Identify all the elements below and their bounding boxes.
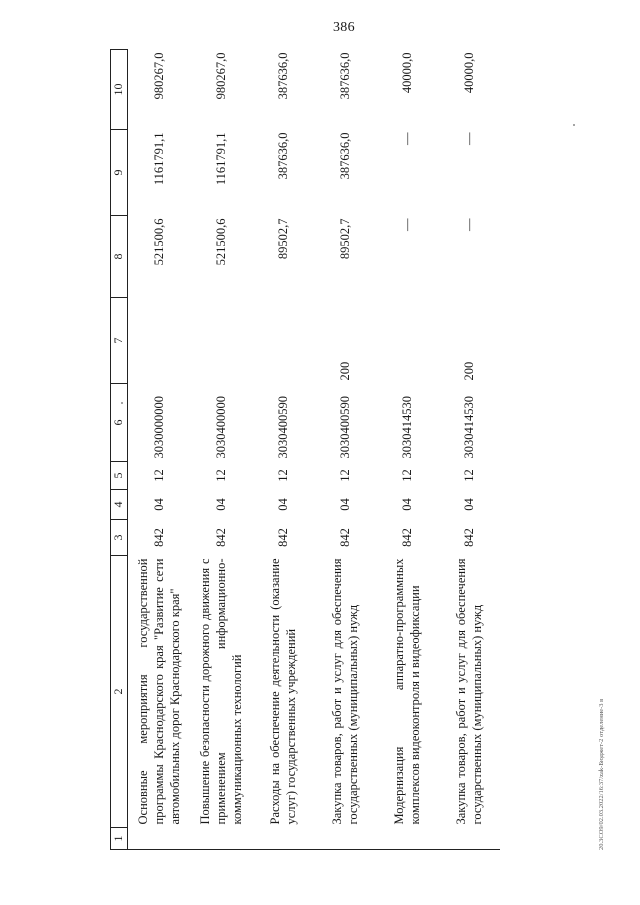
item-name-cell: Повышение безопасности дорожного движения с применением информационно-коммуникационных технологий [198, 558, 244, 825]
table-row [376, 50, 438, 850]
header-cell-8: 8 [111, 216, 128, 298]
header-cell-7: 7 [111, 298, 128, 384]
ministry-code-cell: 842 [338, 528, 352, 547]
table-row [128, 50, 191, 850]
row-number-cell [314, 828, 376, 850]
amount-cell-3: 387636,0 [338, 52, 352, 100]
section-code-cell: 04 [214, 498, 228, 511]
table-row [252, 50, 314, 850]
amount-cell-1: 521500,6 [152, 218, 166, 266]
header-cell-5: 5 [111, 462, 128, 490]
target-article-cell: 3030400590 [276, 396, 290, 459]
ministry-code-cell: 842 [214, 528, 228, 547]
header-cell-6: 6 [111, 384, 128, 462]
subsection-code-cell: 12 [338, 469, 352, 482]
ministry-code-cell: 842 [276, 528, 290, 547]
header-cell-9: 9 [111, 130, 128, 216]
row-number-cell [438, 828, 500, 850]
rotated-table-container [110, 50, 604, 850]
target-article-cell: 3030414530 [462, 396, 476, 459]
expense-type-cell [190, 298, 252, 384]
table-row [314, 50, 376, 850]
expense-type-cell: 200 [462, 361, 476, 381]
item-name-cell: Модернизация аппаратно-программных комплексов видеоконтроля и видеофиксации [392, 558, 422, 825]
amount-cell-3: 387636,0 [276, 52, 290, 100]
table-header-row [111, 50, 128, 850]
page-number: 386 [333, 20, 355, 35]
header-cell-4: 4 [111, 490, 128, 520]
expense-type-cell [252, 298, 314, 384]
ministry-code-cell: 842 [462, 528, 476, 547]
amount-cell-3: 40000,0 [400, 52, 414, 94]
table-row [438, 50, 500, 850]
footer-stamp: 20.3СО9/02.03.2022/16:37/zak-Бюджет-2 отделение-3 в [598, 698, 605, 850]
amount-cell-3: 40000,0 [462, 52, 476, 94]
row-number-cell [128, 828, 191, 850]
item-name-cell: Расходы на обеспечение деятельности (оказание услуг) государственных учреждений [268, 558, 298, 825]
row-number-cell [252, 828, 314, 850]
subsection-code-cell: 12 [152, 469, 166, 482]
target-article-cell: 3030400000 [214, 396, 228, 459]
header-cell-10: 10 [111, 50, 128, 130]
section-code-cell: 04 [462, 498, 476, 511]
item-name-cell: Закупка товаров, работ и услуг для обеспечения государственных (муниципальных) нужд [454, 558, 484, 825]
header-cell-1: 1 [111, 828, 128, 850]
section-code-cell: 04 [338, 498, 352, 511]
expense-type-cell [376, 298, 438, 384]
subsection-code-cell: 12 [214, 469, 228, 482]
expense-type-cell: 200 [338, 361, 352, 381]
target-article-cell: 3030000000 [152, 396, 166, 459]
subsection-code-cell: 12 [276, 469, 290, 482]
amount-cell-1: 89502,7 [276, 218, 290, 260]
amount-cell-1: 89502,7 [338, 218, 352, 260]
header-cell-2: 2 [111, 556, 128, 828]
expense-type-cell [128, 298, 191, 384]
header-cell-3: 3 [111, 520, 128, 556]
row-number-cell [190, 828, 252, 850]
budget-table [110, 49, 500, 850]
section-code-cell: 04 [400, 498, 414, 511]
amount-cell-2: — [400, 132, 414, 145]
amount-cell-2: — [462, 132, 476, 145]
amount-cell-1: — [400, 218, 414, 231]
section-code-cell: 04 [152, 498, 166, 511]
amount-cell-2: 387636,0 [276, 132, 290, 180]
amount-cell-2: 387636,0 [338, 132, 352, 180]
amount-cell-3: 980267,0 [152, 52, 166, 100]
ministry-code-cell: 842 [152, 528, 166, 547]
row-number-cell [376, 828, 438, 850]
target-article-cell: 3030414530 [400, 396, 414, 459]
item-name-cell: Закупка товаров, работ и услуг для обеспечения государственных (муниципальных) нужд [330, 558, 360, 825]
table-row [190, 50, 252, 850]
amount-cell-1: — [462, 218, 476, 231]
section-code-cell: 04 [276, 498, 290, 511]
amount-cell-3: 980267,0 [214, 52, 228, 100]
subsection-code-cell: 12 [462, 469, 476, 482]
target-article-cell: 3030400590 [338, 396, 352, 459]
item-name-cell: Основные мероприятия государственной программы Краснодарского края "Развитие сети автомобильных дорог Краснодарского края" [136, 558, 182, 825]
amount-cell-1: 521500,6 [214, 218, 228, 266]
subsection-code-cell: 12 [400, 469, 414, 482]
amount-cell-2: 1161791,1 [152, 132, 166, 186]
ministry-code-cell: 842 [400, 528, 414, 547]
amount-cell-2: 1161791,1 [214, 132, 228, 186]
